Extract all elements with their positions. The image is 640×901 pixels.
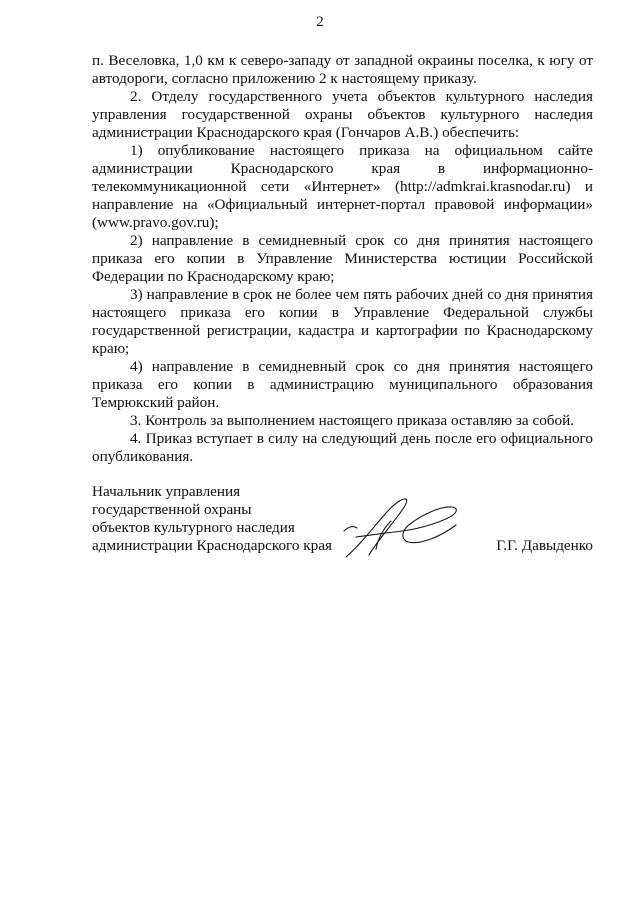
paragraph-item-3: 3. Контроль за выполнением настоящего приказа оставляю за собой. (130, 412, 575, 429)
signer-position-line: Начальник управления (92, 483, 241, 500)
page-number: 2 (316, 14, 324, 30)
paragraph-item-2: 2. Отделу государственного учета объектов культурного наследия управления государственной охраны объектов культурного наследия администрации Краснодарского края (Гончаров А.В.) обеспечить: (92, 88, 593, 141)
paragraph-subitem-3: 3) направление в срок не более чем пять рабочих дней со дня принятия настоящего приказа его копии в Управление Федеральной службы государственной регистрации, кадастра и картографии по Краснодарскому краю; (92, 286, 593, 357)
handwritten-signature (336, 491, 468, 563)
signer-name: Г.Г. Давыденко (496, 537, 593, 554)
paragraph-location-continuation: п. Веселовка, 1,0 км к северо-западу от западной окраины поселка, к югу от автодороги, согласно приложению 2 к настоящему приказу. (92, 52, 593, 87)
signer-position-line: государственной охраны (92, 501, 252, 518)
paragraph-item-4: 4. Приказ вступает в силу на следующий день после его официального опубликования. (92, 430, 593, 465)
paragraph-subitem-4: 4) направление в семидневный срок со дня принятия настоящего приказа его копии в администрацию муниципального образования Темрюкский район. (92, 358, 593, 411)
signer-position-line: объектов культурного наследия (92, 519, 295, 536)
signer-position-line: администрации Краснодарского края (92, 537, 332, 554)
paragraph-subitem-2: 2) направление в семидневный срок со дня принятия настоящего приказа его копии в Управление Министерства юстиции Российской Федерации по Краснодарскому краю; (92, 232, 593, 285)
paragraph-subitem-1: 1) опубликование настоящего приказа на официальном сайте администрации Краснодарского края в информационно-телекоммуникационной сети «Интернет» (http://admkrai.krasnodar.ru) и направление на «Официальный интернет-портал правовой информации» (www.pravo.gov.ru); (92, 142, 593, 231)
document-body (92, 52, 593, 466)
